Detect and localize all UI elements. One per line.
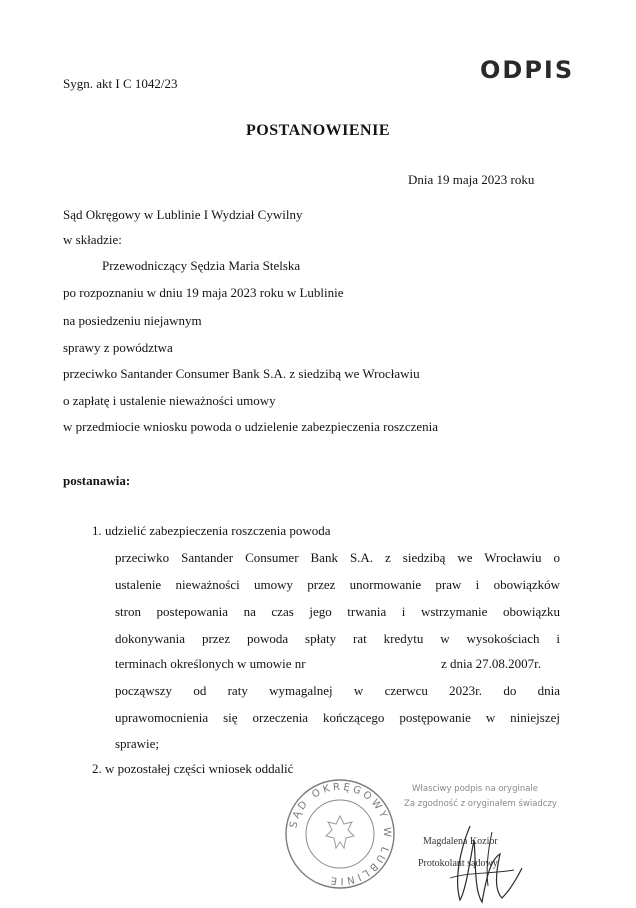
clerk-role: Protokolant sądowy: [418, 858, 498, 869]
hearing-line: po rozpoznaniu w dniu 19 maja 2023 roku w Lublinie: [63, 285, 344, 300]
seal-text: SĄD OKRĘGOWY W LUBLINIE: [288, 781, 393, 887]
point1-line: przeciwko Santander Consumer Bank S.A. z siedzibą we Wrocławiu o: [115, 550, 560, 565]
point1-last-line: sprawie;: [115, 736, 160, 751]
copy-stamp: ODPIS: [480, 56, 575, 84]
decision-point-2: 2. w pozostałej części wniosek oddalić: [92, 761, 294, 776]
motion-line: w przedmiocie wniosku powoda o udzielenie zabezpieczenia roszczenia: [63, 419, 439, 434]
defendant-line: przeciwko Santander Consumer Bank S.A. z siedzibą we Wrocławiu: [63, 366, 420, 381]
clerk-name: Magdalena Kozior: [423, 836, 498, 847]
case-reference: Sygn. akt I C 1042/23: [63, 76, 178, 91]
subject-line: o zapłatę i ustalenie nieważności umowy: [63, 393, 276, 408]
court-seal: [282, 776, 398, 892]
point1-agreement-date: z dnia 27.08.2007r.: [441, 656, 542, 671]
point1-line: ustalenie nieważności umowy przez unormowanie praw i obowiązków: [115, 577, 560, 592]
claim-line: sprawy z powództwa: [63, 340, 173, 355]
svg-text:SĄD OKRĘGOWY W LUBLINIE: [288, 782, 392, 886]
composition-label: w składzie:: [63, 232, 122, 247]
decision-heading: postanawia:: [63, 473, 131, 488]
certification-line-1: Własciwy podpis na oryginale: [412, 784, 539, 794]
point1-line: uprawomocnienia się orzeczenia kończącego postępowanie w niniejszej: [115, 710, 560, 725]
court-name: Sąd Okręgowy w Lublinie I Wydział Cywilny: [63, 207, 303, 222]
date-line: Dnia 19 maja 2023 roku: [408, 172, 535, 187]
point1-line: począwszy od raty wymagalnej w czerwcu 2023r. do dnia: [115, 683, 560, 698]
point1-line: dokonywania przez powoda spłaty rat kredytu w wysokościach i: [115, 631, 560, 646]
presiding-judge: Przewodniczący Sędzia Maria Stelska: [102, 258, 301, 273]
point1-first-line: 1. udzielić zabezpieczenia roszczenia powoda: [92, 523, 331, 538]
point1-line: stron postepowania na czas jego trwania i wstrzymanie obowiązku: [115, 604, 560, 619]
session-line: na posiedzeniu niejawnym: [63, 313, 202, 328]
document-title: POSTANOWIENIE: [245, 122, 390, 139]
handwritten-signature: [430, 820, 530, 906]
certification-line-2: Za zgodność z oryginałem świadczy: [404, 799, 557, 809]
point1-line: terminach określonych w umowie nr: [115, 656, 306, 671]
